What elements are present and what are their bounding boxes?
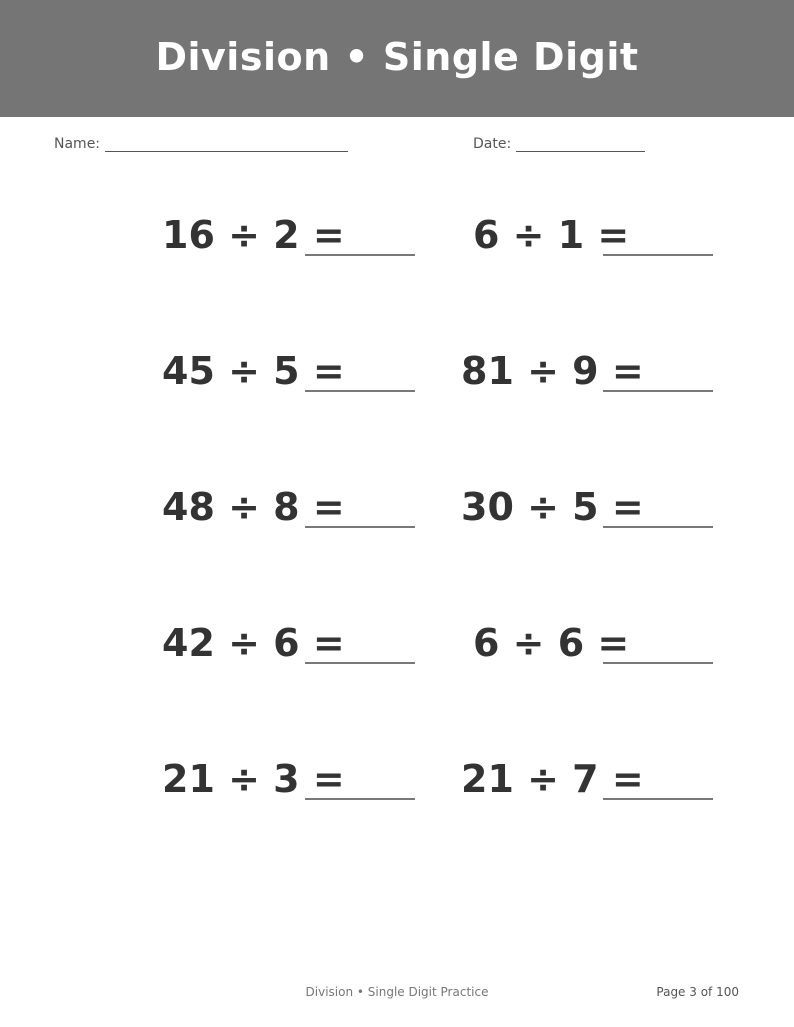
answer-line-10[interactable] bbox=[603, 798, 713, 800]
answer-line-7[interactable] bbox=[305, 662, 415, 664]
answer-line-5[interactable] bbox=[305, 526, 415, 528]
answer-line-6[interactable] bbox=[603, 526, 713, 528]
problem-1: 16 ÷ 2 = bbox=[162, 213, 345, 257]
date-label: Date: bbox=[473, 136, 512, 152]
problem-4: 81 ÷ 9 = bbox=[461, 349, 644, 393]
page-title: Division • Single Digit bbox=[155, 34, 639, 79]
header-banner bbox=[0, 0, 794, 117]
problem-2: 6 ÷ 1 = bbox=[473, 213, 630, 257]
date-line[interactable] bbox=[516, 136, 645, 152]
problem-10: 21 ÷ 7 = bbox=[461, 757, 644, 801]
problem-8: 6 ÷ 6 = bbox=[473, 621, 630, 665]
problem-7: 42 ÷ 6 = bbox=[162, 621, 345, 665]
footer-title: Division • Single Digit Practice bbox=[305, 985, 489, 999]
date-field bbox=[473, 136, 645, 152]
problem-6: 30 ÷ 5 = bbox=[461, 485, 644, 529]
answer-line-9[interactable] bbox=[305, 798, 415, 800]
answer-line-2[interactable] bbox=[603, 254, 713, 256]
problem-3: 45 ÷ 5 = bbox=[162, 349, 345, 393]
answer-line-3[interactable] bbox=[305, 390, 415, 392]
page-number: Page 3 of 100 bbox=[656, 985, 739, 999]
name-line[interactable] bbox=[105, 136, 348, 152]
problem-5: 48 ÷ 8 = bbox=[162, 485, 345, 529]
name-label: Name: bbox=[54, 136, 101, 152]
answer-line-1[interactable] bbox=[305, 254, 415, 256]
answer-line-4[interactable] bbox=[603, 390, 713, 392]
problem-9: 21 ÷ 3 = bbox=[162, 757, 345, 801]
answer-line-8[interactable] bbox=[603, 662, 713, 664]
name-field bbox=[54, 136, 348, 152]
